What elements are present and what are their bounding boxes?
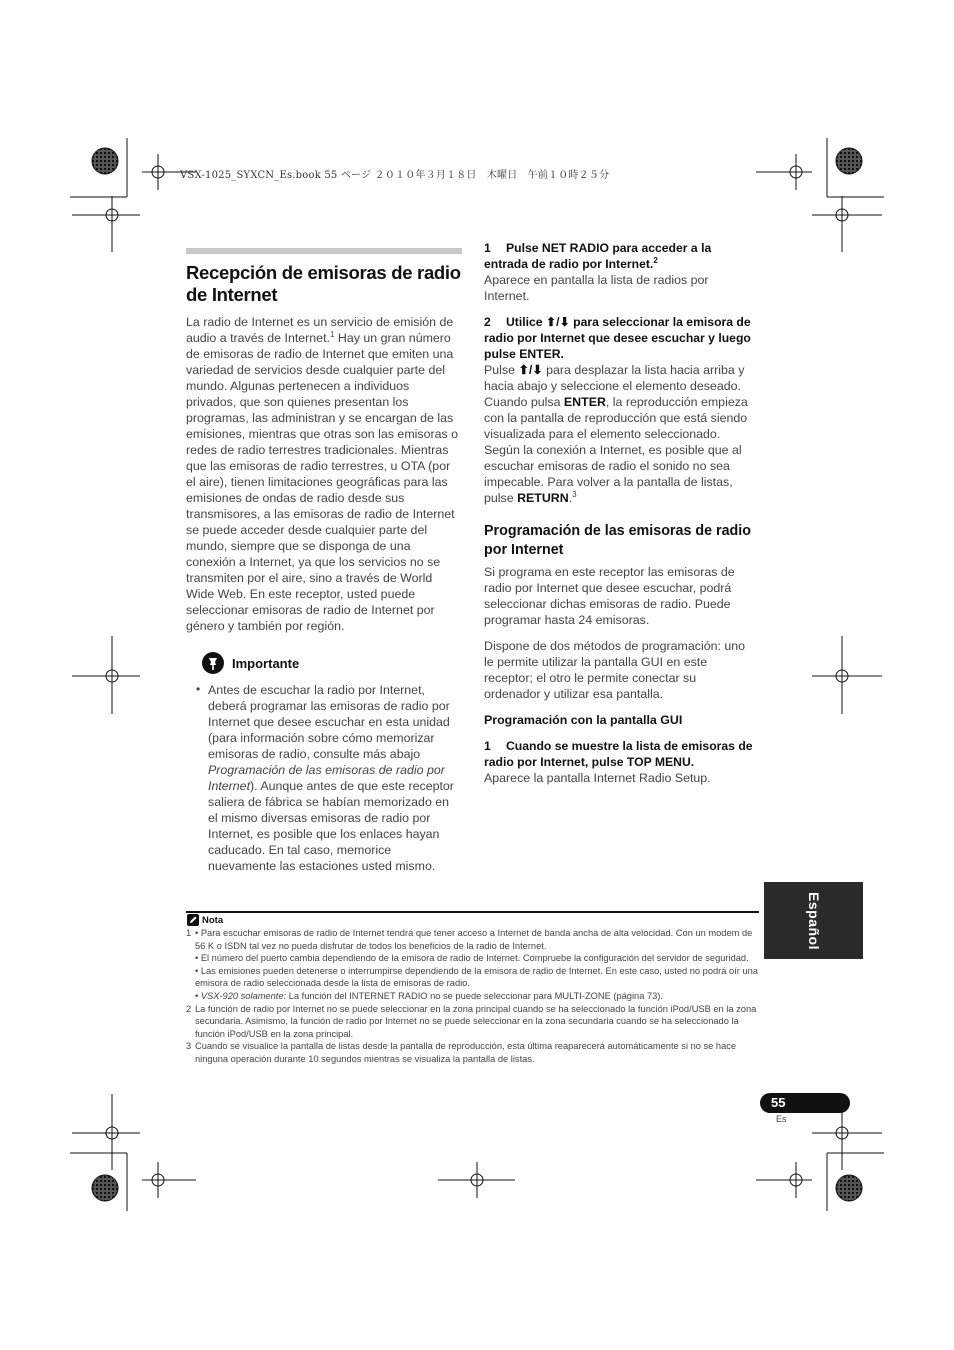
notes-divider <box>186 911 759 913</box>
section-title: Recepción de emisoras de radio de Internet <box>186 262 461 305</box>
title-bar <box>186 248 462 254</box>
important-box <box>202 652 462 674</box>
notes-header <box>187 914 223 926</box>
cross-reference: Programación de las emisoras de radio por Internet <box>208 763 445 793</box>
page-number: 55 <box>771 1095 786 1110</box>
language-tab <box>764 882 863 959</box>
programming-paragraph-2: Dispone de dos métodos de programación: uno le permite utilizar la pantalla GUI en este receptor; el otro le permite conectar su ordenador y utilizar esa pantalla. <box>484 639 746 701</box>
star-target-icon <box>836 1175 862 1201</box>
star-target-icon <box>836 148 862 174</box>
enter-key-label: ENTER <box>563 395 606 409</box>
star-target-icon <box>92 1175 118 1201</box>
language-tab-label: Español <box>805 891 822 950</box>
gui-step-1-heading: 1 Cuando se muestre la lista de emisoras de radio por Internet, pulse TOP MENU. <box>484 739 753 769</box>
programming-paragraph-1: Si programa en este receptor las emisoras de radio por Internet que desee escuchar, podrá seleccionar dichas emisoras de radio. Puede programar hasta 24 emisoras. <box>484 565 735 627</box>
footnotes <box>186 927 761 1066</box>
step-2-heading: 2 Utilice ⬆/⬇ para seleccionar la emisora de radio por Internet que desee escuchar y luego pulse ENTER. <box>484 315 751 361</box>
star-target-icon <box>92 148 118 174</box>
footnote-ref: 2 <box>653 256 658 265</box>
file-info-line: VSX-1025_SYXCN_Es.book 55 ページ ２０１０年３月１８日 木曜日 午前１０時２５分 <box>180 170 610 181</box>
important-pin-icon <box>202 652 224 674</box>
right-column <box>484 240 756 786</box>
left-column <box>186 248 462 874</box>
intro-paragraph: La radio de Internet es un servicio de emisión de audio a través de Internet.$^1$ Hay un gran número de emisoras de radio de Internet que emiten una variedad de servicios desde cualquier parte del mundo. Algunas pertenecen a individuos privados, que son quienes presentan los programas, las administran y se encargan de las emisiones, mientras que otras son las emisoras o redes de radio terrestres tradicionales. Mientras que las emisoras de radio terrestres, u OTA (por el aire), tienen limitaciones geográficas para las emisiones de ondas de radio desde sus transmisores, a las emisoras de radio de Internet se puede acceder desde cualquier parte del mundo, siempre que se disponga de una conexión a Internet, ya que los servicios no se transmiten por el aire, sino a través de World Wide Web. En este receptor, usted puede seleccionar emisoras de radio de Internet por género y también por región. <box>186 315 459 633</box>
return-key-label: RETURN <box>517 491 569 505</box>
step-1-heading: 1 Pulse NET RADIO para acceder a la entrada de radio por Internet.$^2$ <box>484 241 712 271</box>
important-label: Importante <box>232 655 300 671</box>
gui-heading: Programación con la pantalla GUI <box>484 713 683 727</box>
notes-label: Nota <box>202 914 224 926</box>
note-pencil-icon <box>187 914 199 926</box>
important-bullet: • Antes de escuchar la radio por Internet, deberá programar las emisoras de radio por Internet que desee escuchar en esta unidad (para información sobre cómo memorizar emisoras de radio, consulte más abajo Programación de las emisoras de radio por Internet). Aunque antes de que este receptor saliera de fábrica se habían memorizado en el mismo diversas emisoras de radio por Internet, es posible que los enlaces hayan caducado. En tal caso, memorice nuevamente las estaciones usted mismo. <box>196 682 454 873</box>
footnote-3: 3 Cuando se visualice la pantalla de listas desde la pantalla de reproducción, esta última reaparecerá automáticamente si no se hace ninguna operación durante 10 segundos mientras se visualiza la pantalla de listas. <box>186 1041 737 1064</box>
programming-heading: Programación de las emisoras de radio por Internet <box>484 523 751 558</box>
footnote-ref: 3 <box>572 490 577 499</box>
footnote-ref: 1 <box>329 330 335 339</box>
page-number-badge <box>760 1093 850 1113</box>
footnote-2: 2 La función de radio por Internet no se puede seleccionar en la zona principal cuando se ha seleccionado la función iPod/USB en la zona secundaria. Asimismo, la función de radio por Internet no se puede seleccionar en la zona secundaria cuando se ha seleccionado la función iPod/USB en la zona principal. <box>186 1003 757 1039</box>
footnote-1: 1 • Para escuchar emisoras de radio de Internet tendrá que tener acceso a Internet de banda ancha de alta velocidad. Con un modem de 56 K o ISDN tal vez no pueda disfrutar de todos los beneficios de la radio de Internet. • El número del puerto cambia dependiendo de la emisora de radio de Internet. Compruebe la configuración del servidor de seguridad. • Las emisiones pueden detenerse o interrumpirse dependiendo de la emisora de radio de Internet. En este caso, usted no podrá oír una emisora de radio seleccionada desde la lista de emisoras de radio. • VSX-920 solamente: La función del INTERNET RADIO no se puede seleccionar para MULTI-ZONE (página 73). <box>186 928 758 1001</box>
up-down-arrow-icon: ⬆/⬇ <box>518 363 543 377</box>
language-code: Es <box>776 1114 787 1124</box>
step-2-body: Pulse ⬆/⬇ para desplazar la lista hacia arriba y hacia abajo y seleccione el elemento deseado. Cuando pulsa ENTER, la reproducción empieza con la pantalla de reproducción que está siendo visualizada para el elemento seleccionado. Según la conexión a Internet, es posible que al escuchar emisoras de radio el sonido no sea impecable. Para volver a la pantalla de listas, pulse RETURN.$^3$ <box>484 363 748 505</box>
bullet-dot: • <box>196 682 201 696</box>
step-1-body: Aparece en pantalla la lista de radios por Internet. <box>484 273 709 303</box>
gui-step-1-body: Aparece la pantalla Internet Radio Setup. <box>484 771 711 785</box>
up-down-arrow-icon: ⬆/⬇ <box>545 315 570 329</box>
